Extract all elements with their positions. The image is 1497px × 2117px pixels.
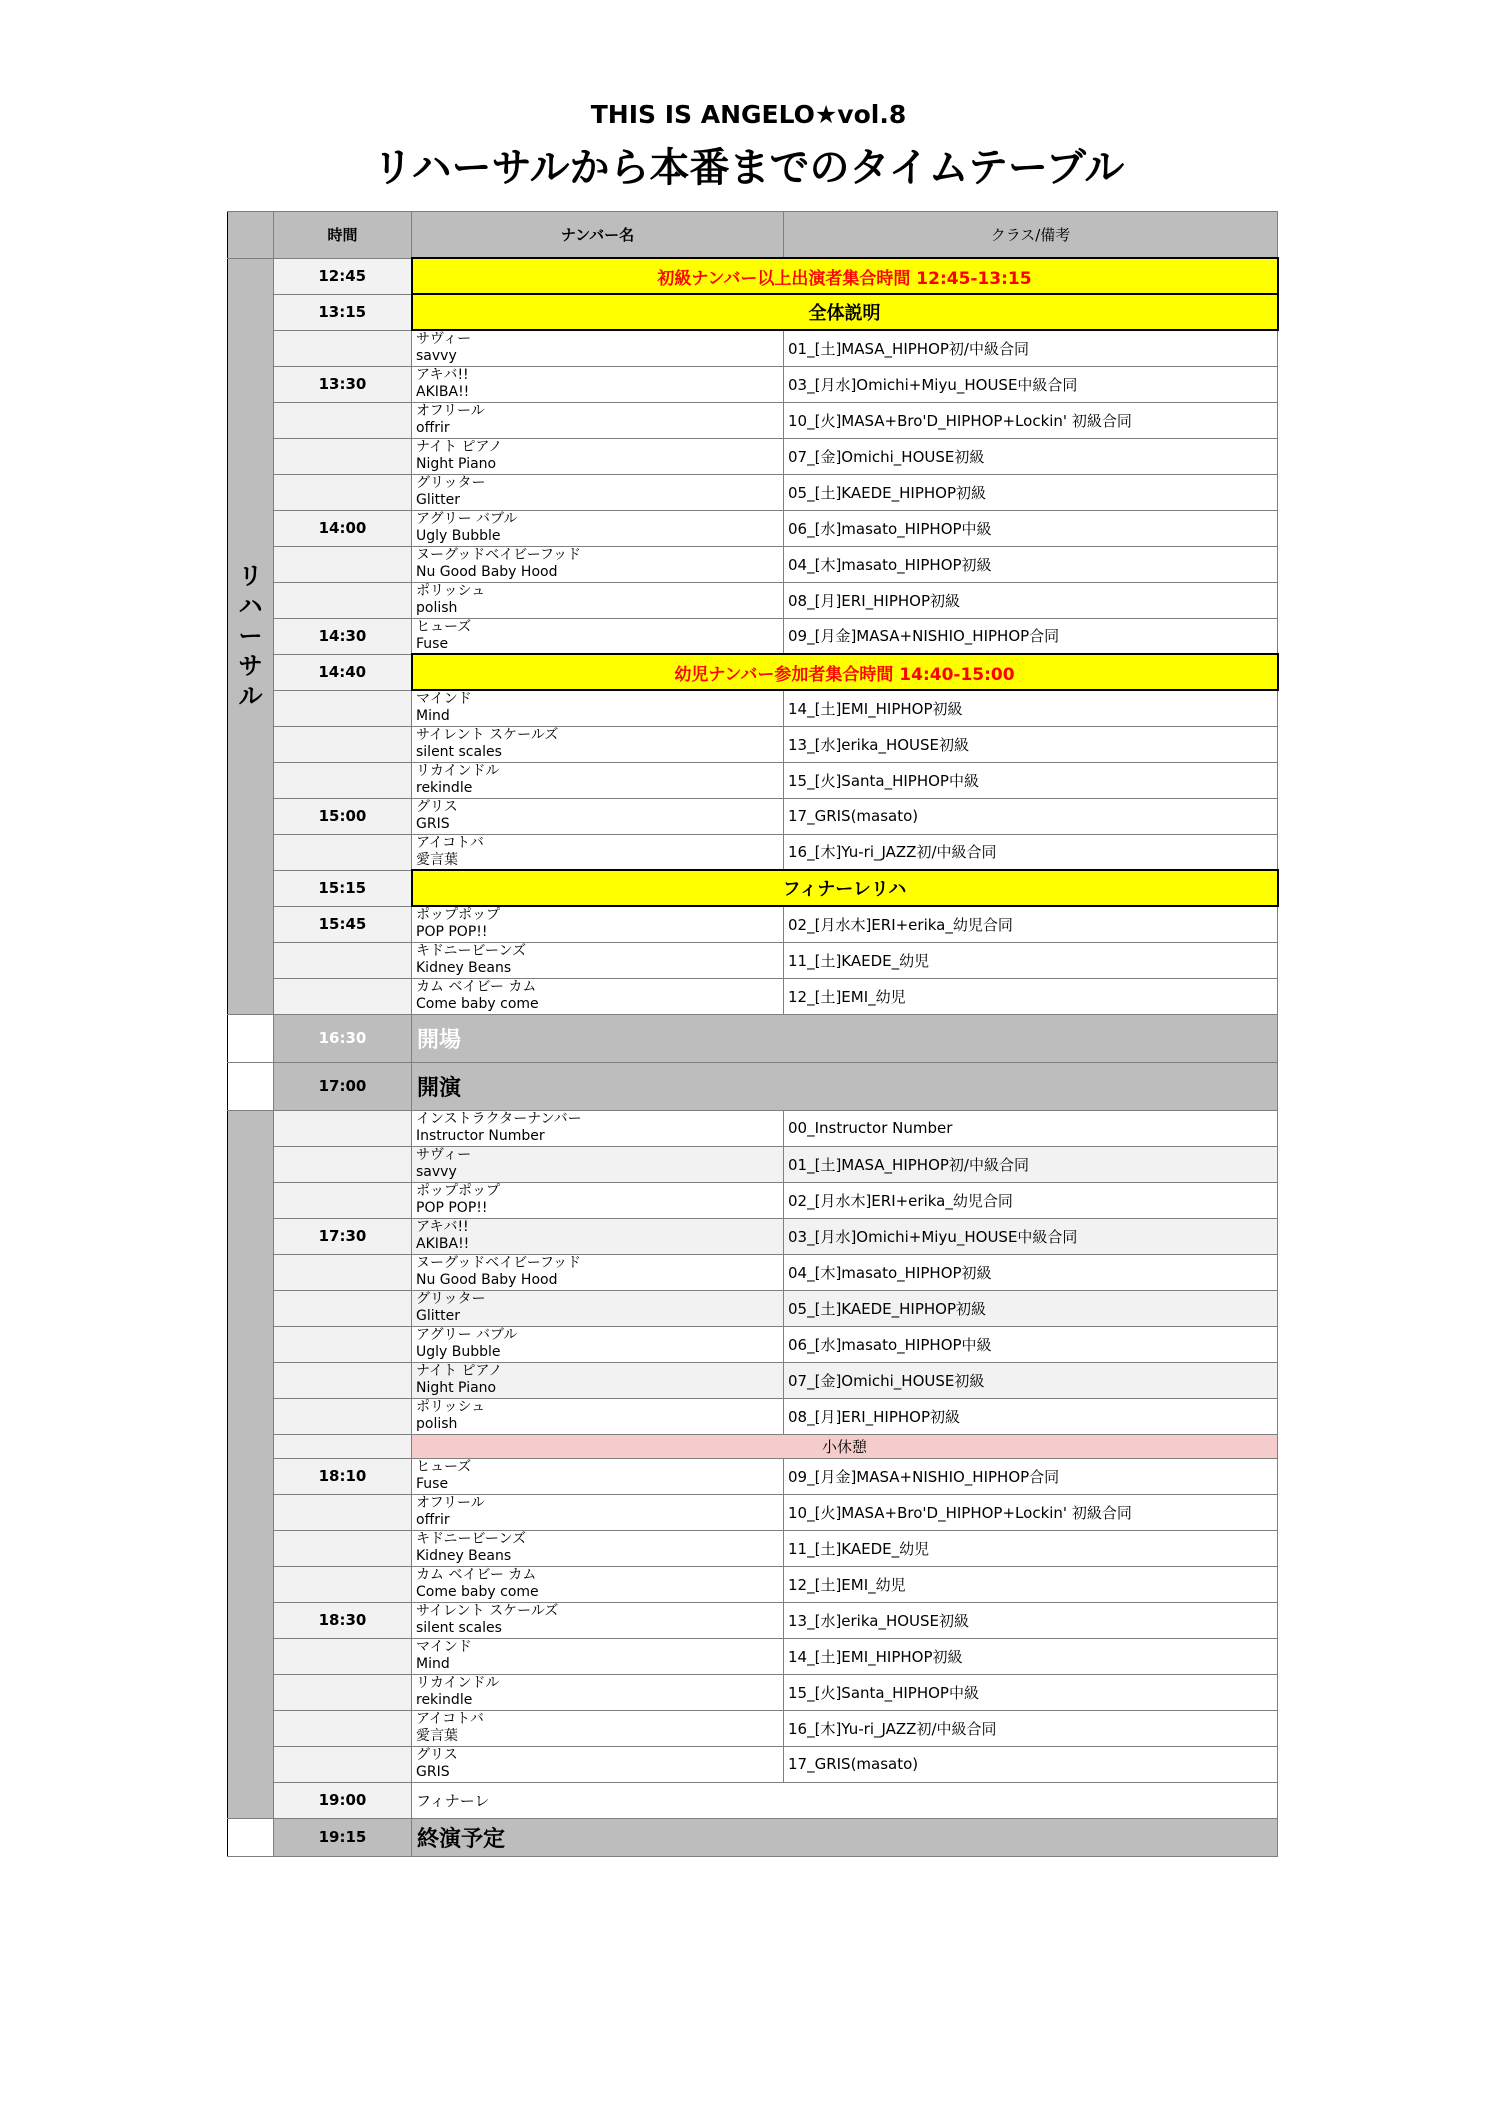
- time-cell: 15:45: [274, 906, 412, 942]
- number-name-cell: [412, 1254, 784, 1290]
- number-name-cell: [412, 798, 784, 834]
- time-cell: [274, 690, 412, 726]
- table-row: [228, 1254, 1278, 1290]
- notice-explanation: [228, 294, 1278, 330]
- table-row: [228, 1362, 1278, 1398]
- number-name-en: Kidney Beans: [416, 959, 512, 976]
- number-name-en: polish: [416, 599, 458, 616]
- number-name-en: rekindle: [416, 779, 473, 796]
- number-name-jp: アグリー バブル: [416, 510, 518, 527]
- number-name-cell: [412, 942, 784, 978]
- number-name-cell: [412, 474, 784, 510]
- number-name-jp: マインド: [416, 1638, 472, 1655]
- section-blank: [228, 1062, 274, 1110]
- time-cell: [274, 1326, 412, 1362]
- number-name-jp: キドニービーンズ: [416, 1530, 527, 1547]
- number-name-jp: ポリッシュ: [416, 582, 486, 599]
- number-name-jp: ポップポップ: [416, 1182, 500, 1199]
- notice-gather-beginner: [228, 258, 1278, 294]
- table-row: [228, 546, 1278, 582]
- class-cell: 00_Instructor Number: [784, 1110, 1278, 1146]
- number-name-cell: [412, 834, 784, 870]
- table-row: [228, 1218, 1278, 1254]
- number-name-cell: [412, 1110, 784, 1146]
- number-name-en: Mind: [416, 708, 450, 724]
- number-name-en: Come baby come: [416, 995, 539, 1012]
- number-name-en: Come baby come: [416, 1583, 539, 1600]
- class-cell: 17_GRIS(masato): [784, 798, 1278, 834]
- table-row: [228, 726, 1278, 762]
- class-cell: 06_[水]masato_HIPHOP中級: [784, 1326, 1278, 1362]
- time-cell: [274, 330, 412, 366]
- time-cell: 13:15: [274, 294, 412, 330]
- number-name-cell: [412, 582, 784, 618]
- class-cell: 01_[土]MASA_HIPHOP初/中級合同: [784, 1146, 1278, 1182]
- number-name-jp: ナイト ピアノ: [416, 438, 503, 455]
- table-row: [228, 1458, 1278, 1494]
- class-cell: 01_[土]MASA_HIPHOP初/中級合同: [784, 330, 1278, 366]
- number-name-cell: [412, 1494, 784, 1530]
- class-cell: 03_[月水]Omichi+Miyu_HOUSE中級合同: [784, 1218, 1278, 1254]
- time-cell: [274, 1674, 412, 1710]
- doors-open-row-text: 開場: [412, 1014, 1278, 1062]
- number-name-en: savvy: [416, 348, 457, 364]
- time-cell: [274, 1398, 412, 1434]
- time-cell: [274, 978, 412, 1014]
- table-row: [228, 366, 1278, 402]
- show-start-row-text: 開演: [412, 1062, 1278, 1110]
- header-class: クラス/備考: [784, 212, 1278, 259]
- class-cell: 12_[土]EMI_幼児: [784, 1566, 1278, 1602]
- number-name-jp: サイレント スケールズ: [416, 726, 559, 743]
- number-name-cell: [412, 438, 784, 474]
- time-cell: [274, 1710, 412, 1746]
- number-name-en: silent scales: [416, 743, 502, 760]
- time-cell: [274, 1434, 412, 1458]
- number-name-jp: グリス: [416, 1746, 458, 1763]
- number-name-jp: マインド: [416, 691, 472, 707]
- number-name-jp: アイコトバ: [416, 1710, 484, 1727]
- number-name-en: polish: [416, 1415, 458, 1432]
- number-name-en: GRIS: [416, 815, 450, 832]
- number-name-cell: [412, 726, 784, 762]
- number-name-cell: [412, 1146, 784, 1182]
- table-row: [228, 1530, 1278, 1566]
- number-name-jp: アキバ!!: [416, 366, 469, 383]
- number-name-jp: ヒューズ: [416, 1458, 472, 1475]
- time-cell: [274, 438, 412, 474]
- finale-row: [228, 1782, 1278, 1818]
- page-title: リハーサルから本番までのタイムテーブル: [372, 145, 1125, 191]
- notice-finale-rehearsal-text: フィナーレリハ: [412, 870, 1278, 906]
- table-row: [228, 978, 1278, 1014]
- number-name-en: AKIBA!!: [416, 1235, 470, 1252]
- break-label: 小休憩: [412, 1434, 1278, 1458]
- number-name-cell: [412, 366, 784, 402]
- number-name-cell: [412, 330, 784, 366]
- table-row: [228, 1110, 1278, 1146]
- show-end-text: 終演予定: [412, 1818, 1278, 1856]
- time-cell: [274, 726, 412, 762]
- number-name-jp: サヴィー: [416, 1146, 472, 1163]
- number-name-jp: サヴィー: [416, 331, 472, 347]
- time-cell: [274, 762, 412, 798]
- table-row: [228, 906, 1278, 942]
- table-row: [228, 510, 1278, 546]
- time-cell: [274, 834, 412, 870]
- number-name-jp: ポップポップ: [416, 907, 500, 923]
- class-cell: 04_[木]masato_HIPHOP初級: [784, 1254, 1278, 1290]
- section-label: [228, 1110, 274, 1818]
- time-cell: [274, 1494, 412, 1530]
- section-blank: [228, 1818, 274, 1856]
- notice-gather-kids-text: 幼児ナンバー参加者集合時間 14:40-15:00: [412, 654, 1278, 690]
- number-name-cell: [412, 618, 784, 654]
- time-cell: [274, 1362, 412, 1398]
- number-name-en: silent scales: [416, 1619, 502, 1636]
- number-name-en: GRIS: [416, 1763, 450, 1780]
- class-cell: 16_[木]Yu-ri_JAZZ初/中級合同: [784, 834, 1278, 870]
- time-cell: 18:30: [274, 1602, 412, 1638]
- table-row: [228, 762, 1278, 798]
- number-name-jp: グリス: [416, 798, 458, 815]
- number-name-cell: [412, 1398, 784, 1434]
- time-cell: 18:10: [274, 1458, 412, 1494]
- class-cell: 09_[月金]MASA+NISHIO_HIPHOP合同: [784, 618, 1278, 654]
- header-time: 時間: [274, 212, 412, 259]
- time-cell: [274, 1746, 412, 1782]
- number-name-jp: アイコトバ: [416, 834, 484, 851]
- time-cell: [274, 1254, 412, 1290]
- number-name-jp: ナイト ピアノ: [416, 1362, 503, 1379]
- table-row: [228, 330, 1278, 366]
- class-cell: 05_[土]KAEDE_HIPHOP初級: [784, 474, 1278, 510]
- number-name-cell: [412, 546, 784, 582]
- time-cell: [274, 942, 412, 978]
- class-cell: 11_[土]KAEDE_幼児: [784, 1530, 1278, 1566]
- number-name-cell: [412, 1710, 784, 1746]
- class-cell: 06_[水]masato_HIPHOP中級: [784, 510, 1278, 546]
- number-name-en: Ugly Bubble: [416, 1343, 501, 1360]
- number-name-jp: ヌーグッドベイビーフッド: [416, 1254, 582, 1271]
- number-name-jp: カム ベイビー カム: [416, 1566, 537, 1583]
- number-name-en: offrir: [416, 1511, 450, 1528]
- number-name-jp: カム ベイビー カム: [416, 978, 537, 995]
- number-name-cell: [412, 690, 784, 726]
- class-cell: 14_[土]EMI_HIPHOP初級: [784, 690, 1278, 726]
- table-row: [228, 834, 1278, 870]
- time-cell: [274, 1638, 412, 1674]
- number-name-en: Kidney Beans: [416, 1547, 512, 1564]
- section-label-text: リハーサル: [238, 562, 263, 710]
- class-cell: 02_[月水木]ERI+erika_幼児合同: [784, 906, 1278, 942]
- class-cell: 15_[火]Santa_HIPHOP中級: [784, 762, 1278, 798]
- time-cell: 19:00: [274, 1782, 412, 1818]
- table-row: [228, 1398, 1278, 1434]
- class-cell: 13_[水]erika_HOUSE初級: [784, 1602, 1278, 1638]
- number-name-en: 愛言葉: [416, 851, 458, 868]
- class-cell: 07_[金]Omichi_HOUSE初級: [784, 1362, 1278, 1398]
- number-name-jp: オフリール: [416, 402, 485, 419]
- time-cell: 15:15: [274, 870, 412, 906]
- table-row: [228, 1182, 1278, 1218]
- time-cell: [274, 1530, 412, 1566]
- number-name-en: Fuse: [416, 1475, 449, 1492]
- class-cell: 17_GRIS(masato): [784, 1746, 1278, 1782]
- number-name-cell: [412, 978, 784, 1014]
- number-name-jp: リカインドル: [416, 1674, 500, 1691]
- number-name-cell: [412, 1746, 784, 1782]
- table-header: [228, 212, 1278, 259]
- class-cell: 04_[木]masato_HIPHOP初級: [784, 546, 1278, 582]
- class-cell: 12_[土]EMI_幼児: [784, 978, 1278, 1014]
- number-name-en: 愛言葉: [416, 1727, 458, 1744]
- show-start-row: [228, 1062, 1278, 1110]
- time-cell: 14:00: [274, 510, 412, 546]
- table-row: [228, 438, 1278, 474]
- class-cell: 07_[金]Omichi_HOUSE初級: [784, 438, 1278, 474]
- number-name-en: Glitter: [416, 491, 460, 508]
- notice-gather-beginner-text: 初級ナンバー以上出演者集合時間 12:45-13:15: [412, 258, 1278, 294]
- class-cell: 13_[水]erika_HOUSE初級: [784, 726, 1278, 762]
- number-name-cell: [412, 1566, 784, 1602]
- number-name-en: Night Piano: [416, 455, 497, 472]
- header-number: ナンバー名: [412, 212, 784, 259]
- time-cell: [274, 474, 412, 510]
- number-name-jp: リカインドル: [416, 762, 500, 779]
- table-row: [228, 690, 1278, 726]
- number-name-cell: [412, 906, 784, 942]
- number-name-cell: [412, 1218, 784, 1254]
- doors-open-row: [228, 1014, 1278, 1062]
- class-cell: 14_[土]EMI_HIPHOP初級: [784, 1638, 1278, 1674]
- number-name-en: Glitter: [416, 1307, 460, 1324]
- time-cell: [274, 1146, 412, 1182]
- class-cell: 02_[月水木]ERI+erika_幼児合同: [784, 1182, 1278, 1218]
- timetable: [227, 211, 1279, 1857]
- table-row: [228, 1290, 1278, 1326]
- time-cell: 16:30: [274, 1014, 412, 1062]
- finale-text: フィナーレ: [412, 1782, 1278, 1818]
- number-name-cell: [412, 1602, 784, 1638]
- number-name-en: POP POP!!: [416, 924, 488, 940]
- class-cell: 16_[木]Yu-ri_JAZZ初/中級合同: [784, 1710, 1278, 1746]
- table-row: [228, 942, 1278, 978]
- time-cell: 13:30: [274, 366, 412, 402]
- table-row: [228, 474, 1278, 510]
- number-name-en: AKIBA!!: [416, 383, 470, 400]
- number-name-en: offrir: [416, 419, 450, 436]
- table-row: [228, 1746, 1278, 1782]
- number-name-en: Instructor Number: [416, 1127, 545, 1144]
- number-name-cell: [412, 1638, 784, 1674]
- time-cell: 17:30: [274, 1218, 412, 1254]
- event-title: THIS IS ANGELO★vol.8: [590, 100, 907, 129]
- table-row: [228, 1494, 1278, 1530]
- number-name-jp: オフリール: [416, 1494, 485, 1511]
- number-name-cell: [412, 762, 784, 798]
- number-name-jp: アキバ!!: [416, 1218, 469, 1235]
- table-row: [228, 1638, 1278, 1674]
- number-name-cell: [412, 1458, 784, 1494]
- time-cell: 14:40: [274, 654, 412, 690]
- table-row: [228, 1710, 1278, 1746]
- number-name-en: Night Piano: [416, 1379, 497, 1396]
- time-cell: 14:30: [274, 618, 412, 654]
- table-row: [228, 1326, 1278, 1362]
- number-name-cell: [412, 510, 784, 546]
- number-name-en: Mind: [416, 1655, 450, 1672]
- number-name-en: Nu Good Baby Hood: [416, 563, 558, 580]
- class-cell: 11_[土]KAEDE_幼児: [784, 942, 1278, 978]
- header-blank: [228, 212, 274, 259]
- number-name-en: Fuse: [416, 635, 449, 652]
- number-name-cell: [412, 1674, 784, 1710]
- table-row: [228, 1674, 1278, 1710]
- class-cell: 08_[月]ERI_HIPHOP初級: [784, 1398, 1278, 1434]
- table-row: [228, 582, 1278, 618]
- number-name-en: Nu Good Baby Hood: [416, 1271, 558, 1288]
- number-name-cell: [412, 402, 784, 438]
- number-name-cell: [412, 1290, 784, 1326]
- class-cell: 15_[火]Santa_HIPHOP中級: [784, 1674, 1278, 1710]
- number-name-cell: [412, 1182, 784, 1218]
- number-name-cell: [412, 1530, 784, 1566]
- time-cell: [274, 402, 412, 438]
- table-row: [228, 1602, 1278, 1638]
- show-end-row: [228, 1818, 1278, 1856]
- time-cell: [274, 1566, 412, 1602]
- number-name-en: Ugly Bubble: [416, 527, 501, 544]
- table-row: [228, 798, 1278, 834]
- time-cell: [274, 1110, 412, 1146]
- number-name-en: POP POP!!: [416, 1199, 488, 1216]
- number-name-jp: ヒューズ: [416, 618, 472, 635]
- number-name-jp: インストラクターナンバー: [416, 1110, 582, 1127]
- class-cell: 03_[月水]Omichi+Miyu_HOUSE中級合同: [784, 366, 1278, 402]
- number-name-jp: グリッター: [416, 474, 486, 491]
- number-name-jp: アグリー バブル: [416, 1326, 518, 1343]
- number-name-en: savvy: [416, 1163, 457, 1180]
- number-name-jp: ポリッシュ: [416, 1398, 486, 1415]
- notice-finale-rehearsal: [228, 870, 1278, 906]
- number-name-jp: ヌーグッドベイビーフッド: [416, 546, 582, 563]
- class-cell: 10_[火]MASA+Bro'D_HIPHOP+Lockin' 初級合同: [784, 1494, 1278, 1530]
- class-cell: 08_[月]ERI_HIPHOP初級: [784, 582, 1278, 618]
- class-cell: 05_[土]KAEDE_HIPHOP初級: [784, 1290, 1278, 1326]
- section-blank: [228, 1014, 274, 1062]
- table-row: [228, 618, 1278, 654]
- time-cell: [274, 1290, 412, 1326]
- time-cell: 17:00: [274, 1062, 412, 1110]
- time-cell: [274, 546, 412, 582]
- time-cell: 12:45: [274, 258, 412, 294]
- number-name-jp: グリッター: [416, 1290, 486, 1307]
- notice-explanation-text: 全体説明: [412, 294, 1278, 330]
- number-name-jp: キドニービーンズ: [416, 942, 527, 959]
- break-row: [228, 1434, 1278, 1458]
- time-cell: 19:15: [274, 1818, 412, 1856]
- time-cell: 15:00: [274, 798, 412, 834]
- time-cell: [274, 582, 412, 618]
- section-label: [228, 258, 274, 1014]
- notice-gather-kids: [228, 654, 1278, 690]
- class-cell: 10_[火]MASA+Bro'D_HIPHOP+Lockin' 初級合同: [784, 402, 1278, 438]
- table-row: [228, 402, 1278, 438]
- table-row: [228, 1146, 1278, 1182]
- class-cell: 09_[月金]MASA+NISHIO_HIPHOP合同: [784, 1458, 1278, 1494]
- time-cell: [274, 1182, 412, 1218]
- number-name-cell: [412, 1362, 784, 1398]
- number-name-cell: [412, 1326, 784, 1362]
- table-row: [228, 1566, 1278, 1602]
- number-name-jp: サイレント スケールズ: [416, 1602, 559, 1619]
- number-name-en: rekindle: [416, 1691, 473, 1708]
